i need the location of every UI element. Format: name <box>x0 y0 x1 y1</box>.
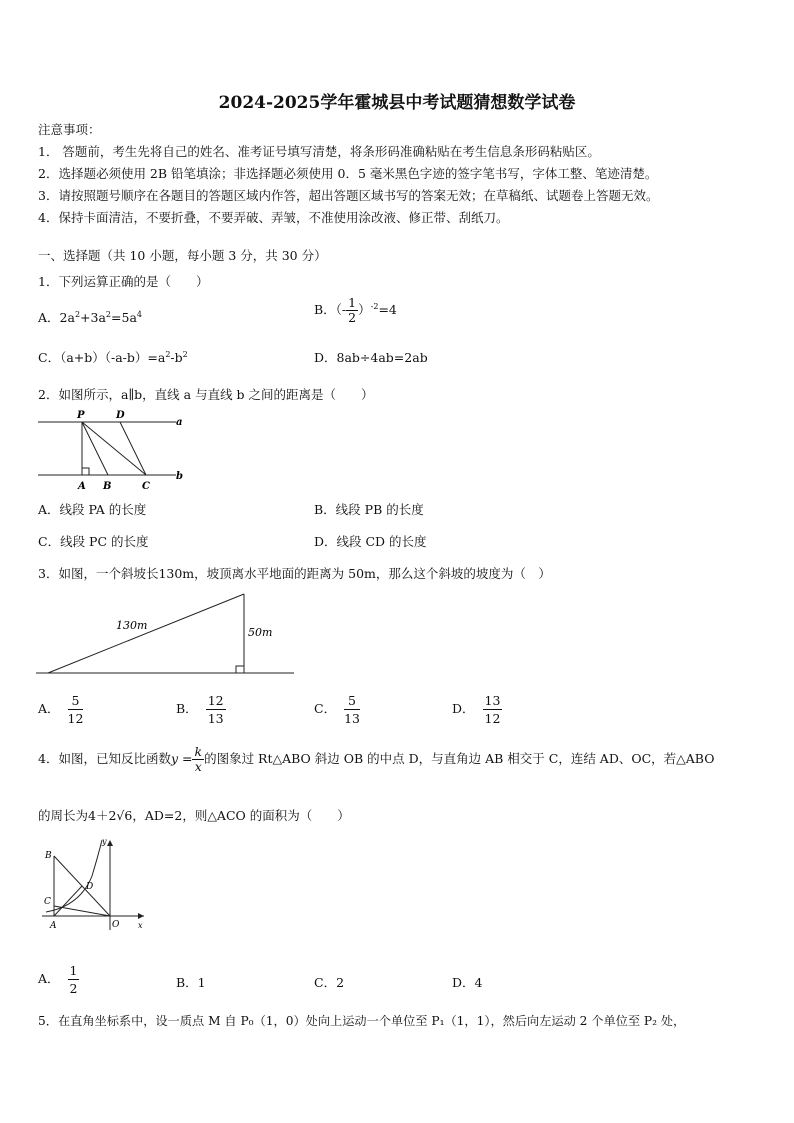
q4-option-b: B．1 <box>176 975 206 990</box>
height-label: 50m <box>248 626 273 639</box>
notice-item-4: 4．保持卡面清洁，不要折叠，不要弄破、弄皱，不准使用涂改液、修正带、刮纸刀。 <box>38 210 509 225</box>
q3-option-b: B． $\frac{12}{13}$ <box>176 693 224 726</box>
label-a: A <box>78 481 86 492</box>
slope-length-label: 130m <box>116 619 148 632</box>
q3-option-a: A． $\frac{5}{12}$ <box>38 693 84 726</box>
label-a: A <box>50 921 57 931</box>
label-b: B <box>45 851 52 861</box>
q2-option-d: D．线段 CD 的长度 <box>314 534 427 549</box>
q4-option-d: D．4 <box>452 975 483 990</box>
q4-stem-line1: 4．如图，已知反比函数y = $\frac{k}{x}$ 的图象过 Rt△ABO 斜边 OB 的中点 D，与直角边 AB 相交于 C，连结 AD、OC，若△ABO <box>38 744 715 774</box>
q1-option-b: B．（- $\frac{1}{2}$ ）$^{-2}$=4 <box>314 295 397 325</box>
label-b-line: b <box>176 471 183 482</box>
label-d: D <box>86 882 94 892</box>
label-x: x <box>138 921 143 930</box>
q2-option-a: A．线段 PA 的长度 <box>38 502 147 517</box>
notice-heading: 注意事项： <box>38 122 101 137</box>
q1-option-d: D．8ab÷4ab=2ab <box>314 350 428 365</box>
fraction: $\frac{1}{2}$ <box>348 295 357 325</box>
q4-option-c: C．2 <box>314 975 345 990</box>
q4-figure <box>40 836 150 932</box>
q3-option-d: D． $\frac{13}{12}$ <box>452 693 501 726</box>
page-title: 2024-2025学年霍城县中考试题猜想数学试卷 <box>218 93 576 113</box>
q2-stem: 2．如图所示，a∥b，直线 a 与直线 b 之间的距离是（ ） <box>38 387 374 402</box>
label-b: B <box>103 481 112 492</box>
label-c: C <box>142 481 150 492</box>
q2-option-b: B．线段 PB 的长度 <box>314 502 424 517</box>
label-y: y <box>102 837 107 846</box>
notice-item-2: 2．选择题必须使用 2B 铅笔填涂；非选择题必须使用 0．5 毫米黑色字迹的签字笔书写，字体工整、笔迹清楚。 <box>38 166 658 181</box>
q1-option-a: A．$2a^2+3a^2=5a^4$ <box>38 309 142 325</box>
q1-option-c: C．$(a+b)(-a-b)=a^2-b^2$ <box>38 349 188 365</box>
q2-option-c: C．线段 PC 的长度 <box>38 534 149 549</box>
q4-option-a: A． $\frac{1}{2}$ <box>38 963 78 996</box>
label-o: O <box>112 920 120 930</box>
q3-stem: 3．如图，一个斜坡长130m，坡顶离水平地面的距离为 50m，那么这个斜坡的坡度为（ ） <box>38 566 551 581</box>
notice-item-1: 1． 答题前，考生先将自己的姓名、准考证号填写清楚，将条形码准确粘贴在考生信息条形码粘贴区。 <box>38 144 600 159</box>
label-p: P <box>77 410 85 421</box>
label-c: C <box>44 897 51 907</box>
q5-stem: 5．在直角坐标系中，设一质点 M 自 P₀（1，0）处向上运动一个单位至 P₁（1，1），然后向左运动 2 个单位至 P₂ 处， <box>38 1014 686 1028</box>
q4-stem-line2: 的周长为4＋2√6，AD=2，则△ACO 的面积为（ ） <box>38 808 350 823</box>
q1-stem: 1．下列运算正确的是（ ） <box>38 274 209 289</box>
label-a-line: a <box>176 417 183 428</box>
section-heading: 一、选择题（共 10 小题，每小题 3 分，共 30 分） <box>38 248 327 263</box>
q3-figure <box>36 588 296 680</box>
q2-figure <box>36 404 186 494</box>
q3-option-c: C． $\frac{5}{13}$ <box>314 693 360 726</box>
label-d: D <box>116 410 125 421</box>
notice-item-3: 3．请按照题号顺序在各题目的答题区域内作答，超出答题区域书写的答案无效；在草稿纸、试题卷上答题无效。 <box>38 188 659 203</box>
